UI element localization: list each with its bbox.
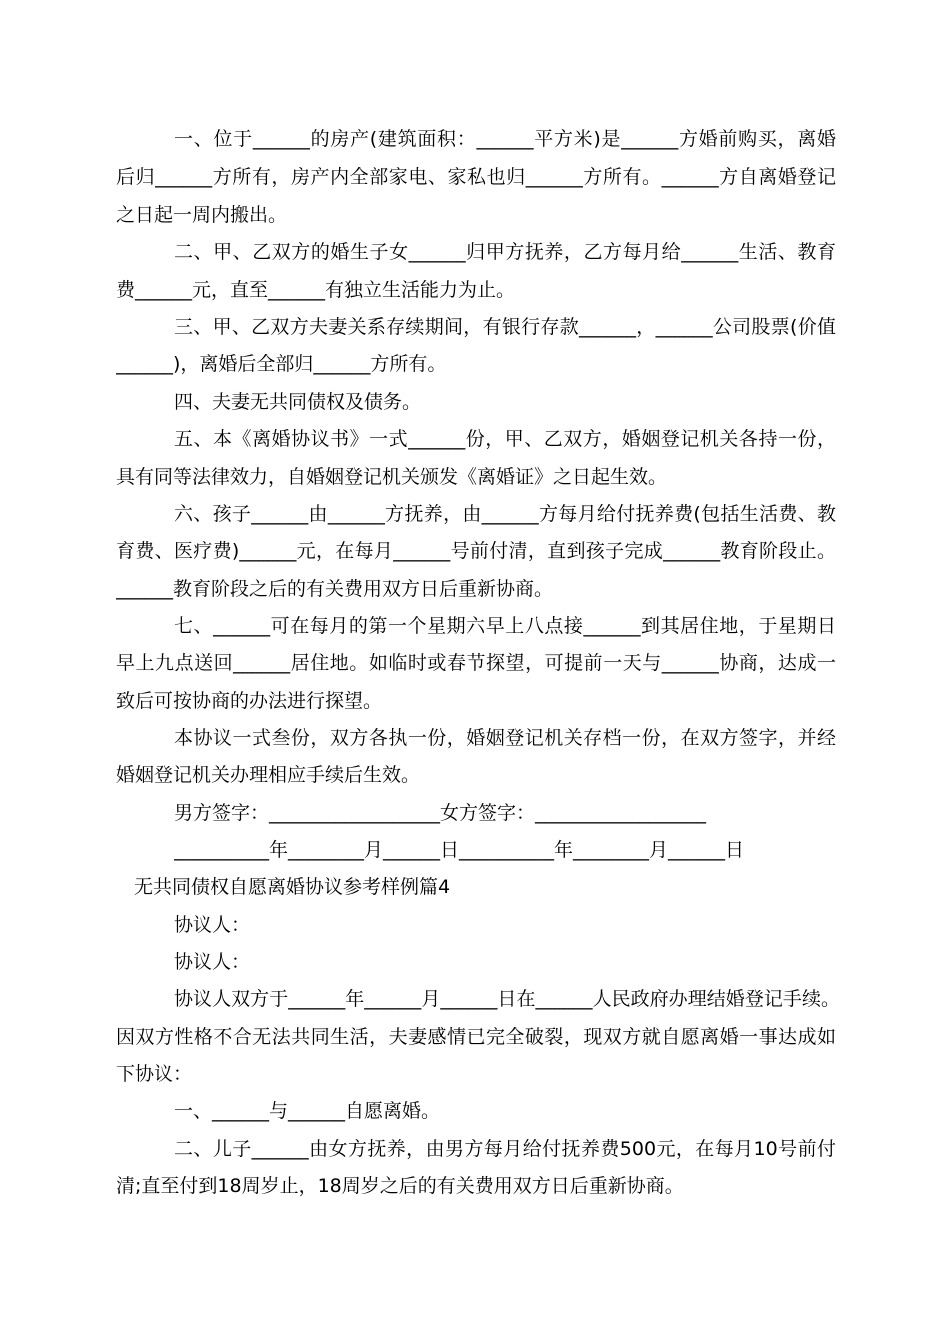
date-line: __________年________月______日__________年________月______日: [174, 839, 745, 861]
paragraph-line-23: 二、儿子______由女方抚养，由男方每月给付抚养费500元，在每月10号前付: [174, 1138, 836, 1160]
paragraph-line-7: ______)，离婚后全部归______方所有。: [116, 353, 447, 375]
paragraph-line-4: 二、甲、乙双方的婚生子女______归甲方抚养，乙方每月给______生活、教育: [174, 241, 836, 263]
paragraph-line-15: 早上九点送回______居住地。如临时或春节探望，可提前一天与______协商，达成一: [116, 652, 836, 674]
paragraph-line-1: 一、位于______的房产(建筑面积：______平方米)是______方婚前购买，离婚: [174, 128, 836, 150]
paragraph-line-9: 五、本《离婚协议书》一式______份，甲、乙双方，婚姻登记机关各持一份，: [174, 428, 836, 450]
paragraph-line-17: 本协议一式叁份，双方各执一份，婚姻登记机关存档一份，在双方签字，并经: [174, 727, 836, 749]
paragraph-line-2: 后归______方所有，房产内全部家电、家私也归______方所有。______方自离婚登记: [116, 166, 836, 188]
paragraph-line-13: ______教育阶段之后的有关费用双方日后重新协商。: [116, 578, 554, 600]
section-title: 无共同债权自愿离婚协议参考样例篇4: [134, 876, 451, 898]
paragraph-line-6: 三、甲、乙双方夫妻关系存续期间，有银行存款______，______公司股票(价值: [174, 316, 836, 338]
paragraph-line-20: 因双方性格不合无法共同生活，夫妻感情已完全破裂，现双方就自愿离婚一事达成如: [116, 1026, 836, 1048]
paragraph-line-11: 六、孩子______由______方抚养，由______方每月给付抚养费(包括生活费、教: [174, 503, 836, 525]
paragraph-line-5: 费______元，直至______有独立生活能力为止。: [116, 279, 516, 301]
signature-line: 男方签字：__________________女方签字：__________________: [174, 802, 707, 824]
paragraph-line-10: 具有同等法律效力，自婚姻登记机关颁发《离婚证》之日起生效。: [116, 466, 668, 488]
paragraph-line-24: 清;直至付到18周岁止，18周岁之后的有关费用双方日后重新协商。: [116, 1175, 684, 1197]
paragraph-line-16: 致后可按协商的办法进行探望。: [116, 690, 383, 712]
paragraph-line-3: 之日起一周内搬出。: [116, 204, 288, 226]
paragraph-line-19: 协议人双方于______年______月______日在______人民政府办理结婚登记手续。: [174, 988, 840, 1010]
party-line-2: 协议人：: [174, 951, 251, 973]
paragraph-line-18: 婚姻登记机关办理相应手续后生效。: [116, 764, 421, 786]
paragraph-line-14: 七、______可在每月的第一个星期六早上八点接______到其居住地，于星期日: [174, 615, 836, 637]
paragraph-line-12: 育费、医疗费)______元，在每月______号前付清，直到孩子完成______教育阶段止。: [116, 540, 836, 562]
paragraph-line-8: 四、夫妻无共同债权及债务。: [174, 391, 422, 413]
party-line-1: 协议人：: [174, 914, 251, 936]
paragraph-line-22: 一、______与______自愿离婚。: [174, 1100, 441, 1122]
paragraph-line-21: 下协议：: [116, 1063, 193, 1085]
